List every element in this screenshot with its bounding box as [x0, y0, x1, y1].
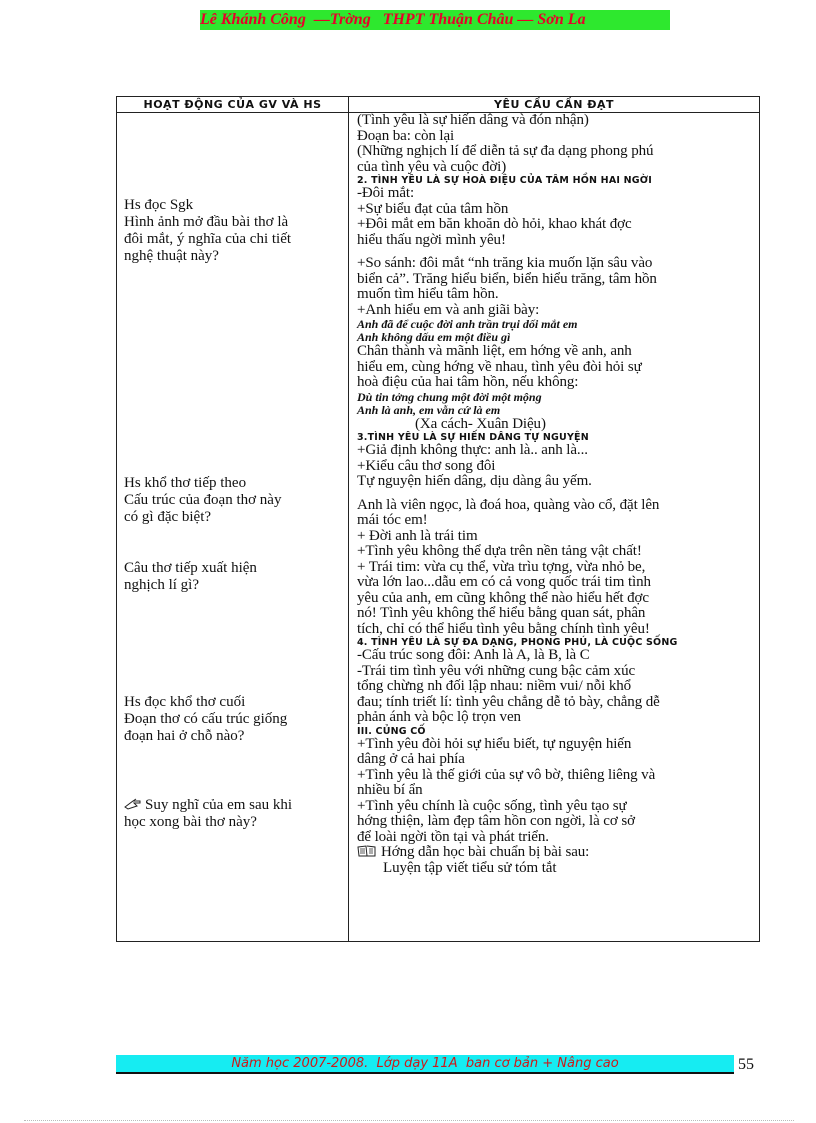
content-line: (Tình yêu là sự hiến dâng và đón nhận) [357, 113, 589, 128]
content-line: yêu của anh, em cũng không thể nào hiểu hết đợc [357, 590, 649, 606]
page-footer: Năm học 2007-2008. Lớp dạy 11A ban cơ bản + Nâng cao [116, 1055, 734, 1074]
content-line: -Đôi mắt: [357, 186, 415, 201]
content-line: Tự nguyện hiến dâng, dịu dàng âu yếm. [357, 474, 592, 489]
left-line: học xong bài thơ này? [124, 814, 257, 830]
content-line: + Trái tim: vừa cụ thể, vừa trìu tợng, vừa nhỏ be, [357, 559, 646, 575]
poem-line: Anh là anh, em vẫn cứ là em [357, 402, 501, 417]
poem-source: (Xa cách- Xuân Diệu) [415, 416, 546, 432]
col-right-title: YÊU CẦU CẦN ĐẠT [494, 98, 614, 111]
left-line: nghệ thuật này? [124, 248, 219, 264]
content-line: hoà điệu của hai tâm hồn, nếu không: [357, 375, 579, 390]
content-line: hiểu thấu ngời mình yêu! [357, 232, 506, 248]
left-line: Hs đọc Sgk [124, 197, 194, 213]
writing-hand-icon [124, 798, 142, 810]
content-line: +Sự biểu đạt của tâm hồn [357, 201, 509, 217]
left-line: đoạn hai ở chỗ nào? [124, 728, 245, 744]
content-line: mái tóc em! [357, 513, 428, 528]
section-heading: 4. TÌNH YÊU LÀ SỰ ĐA DẠNG, PHONG PHÚ, LÀ CUỘC SỐNG [357, 637, 678, 648]
content-line: Luyện tập viết tiểu sử tóm tắt [383, 860, 557, 876]
content-line: +Tình yêu là thế giới của sự vô bờ, thiêng liêng và [357, 767, 656, 783]
content-line: tích, chỉ có thể hiểu tình yêu bằng chính tình yêu! [357, 621, 650, 637]
content-line: +Tình yêu chính là cuộc sống, tình yêu tạo sự [357, 798, 627, 814]
column-divider [348, 96, 349, 942]
content-line: -Cấu trúc song đôi: Anh là A, là B, là C [357, 648, 590, 663]
poem-line: Anh không dấu em một điều gì [357, 330, 511, 344]
left-line: nghịch lí gì? [124, 577, 199, 593]
content-line: biển cả”. Trăng hiểu biển, biển hiểu trăng, tâm hồn [357, 271, 657, 287]
left-line: Câu thơ tiếp xuất hiện [124, 560, 257, 576]
content-line: +Kiểu câu thơ song đôi [357, 458, 496, 474]
left-cell-1 [124, 197, 342, 265]
col-left-title: HOẠT ĐỘNG CỦA GV VÀ HS [143, 98, 322, 111]
content-line: phản ánh và bộc lộ trọn ven [357, 710, 521, 725]
content-line: +Tình yêu không thể dựa trên nền tảng vật chất! [357, 544, 642, 559]
section-heading: 2. TÌNH YÊU LÀ SỰ HOÀ ĐIỆU CỦA TÂM HỒN HAI NGỜI [357, 175, 652, 186]
left-line: Hs khổ thơ tiếp theo [124, 475, 247, 491]
content-line: +Đôi mắt em băn khoăn dò hỏi, khao khát đợc [357, 217, 632, 232]
content-line: (Những nghịch lí để diễn tả sự đa dạng phong phú [357, 144, 654, 159]
left-line: có gì đặc biệt? [124, 509, 212, 525]
page-edge-divider [24, 1120, 794, 1121]
left-cell-5 [124, 797, 342, 831]
content-line: Anh là viên ngọc, là đoá hoa, quàng vào cổ, đặt lên [357, 497, 660, 513]
content-line: + Đời anh là trái tim [357, 528, 478, 544]
content-line: nó! Tình yêu không thể hiểu bằng quan sát, phân [357, 606, 646, 621]
page-number: 55 [738, 1056, 754, 1073]
content-line: +So sánh: đôi mắt “nh trăng kia muốn lặn sâu vào [357, 256, 653, 271]
left-cell-4 [124, 694, 342, 745]
left-cell-2 [124, 475, 342, 526]
left-line: Hs đọc khổ thơ cuối [124, 694, 246, 710]
content-line: để loài ngời tồn tại và phát triển. [357, 829, 549, 845]
content-line: hiểu em, cùng hớng về nhau, tình yêu đòi hỏi sự [357, 359, 642, 375]
left-cell-3 [124, 560, 342, 594]
open-book-icon [357, 845, 377, 857]
content-line: tổng chừng nh đối lập nhau: niềm vui/ nỗi khổ [357, 679, 632, 694]
poem-line: Anh đã để cuộc đời anh trần trụi dối mắt em [357, 317, 578, 331]
content-line: muốn tìm hiểu tâm hồn. [357, 287, 499, 302]
poem-line: Dù tin tởng chung một đời một mộng [357, 389, 542, 404]
left-line: Đoạn thơ có cấu trúc giống [124, 711, 288, 727]
content-line: dâng ở cả hai phía [357, 752, 465, 767]
content-line: đau; tính triết lí: tình yêu chẳng dễ tỏ bày, chẳng dễ [357, 694, 660, 710]
content-line: +Tình yêu đòi hỏi sự hiểu biết, tự nguyện hiến [357, 736, 632, 752]
content-line: vừa lớn lao...dẫu em có cả vong quốc trái tim tình [357, 575, 651, 590]
content-line: của tình yêu và cuộc đời) [357, 159, 507, 175]
left-line: Cấu trúc của đoạn thơ này [124, 492, 282, 508]
content-line-text: Hớng dẫn học bài chuẩn bị bài sau: [381, 845, 590, 860]
content-line: nhiều bí ẩn [357, 783, 423, 798]
section-heading: III. CỦNG CỐ [357, 725, 426, 737]
section-heading: 3.TÌNH YÊU LÀ SỰ HIẾN DÂNG TỰ NGUYỆN [357, 432, 589, 443]
content-line: Chân thành và mãnh liệt, em hớng về anh, anh [357, 344, 632, 359]
content-line: +Giả định không thực: anh là.. anh là... [357, 443, 588, 458]
content-line: Đoạn ba: còn lại [357, 128, 455, 144]
right-cell [357, 113, 755, 876]
content-line [357, 845, 755, 861]
left-line: đôi mắt, ý nghĩa của chi tiết [124, 231, 292, 247]
left-line: Suy nghĩ của em sau khi [145, 797, 293, 813]
content-line: +Anh hiểu em và anh giãi bày: [357, 302, 540, 318]
content-line: -Trái tim tình yêu với những cung bậc cảm xúc [357, 663, 636, 679]
content-line: hớng thiện, làm đẹp tâm hồn con ngời, là cơ sở [357, 814, 635, 829]
left-line: Hình ảnh mở đầu bài thơ là [124, 214, 289, 230]
page-header: Lê Khánh Công —Trờng THPT Thuận Châu — Sơn La [200, 10, 670, 30]
